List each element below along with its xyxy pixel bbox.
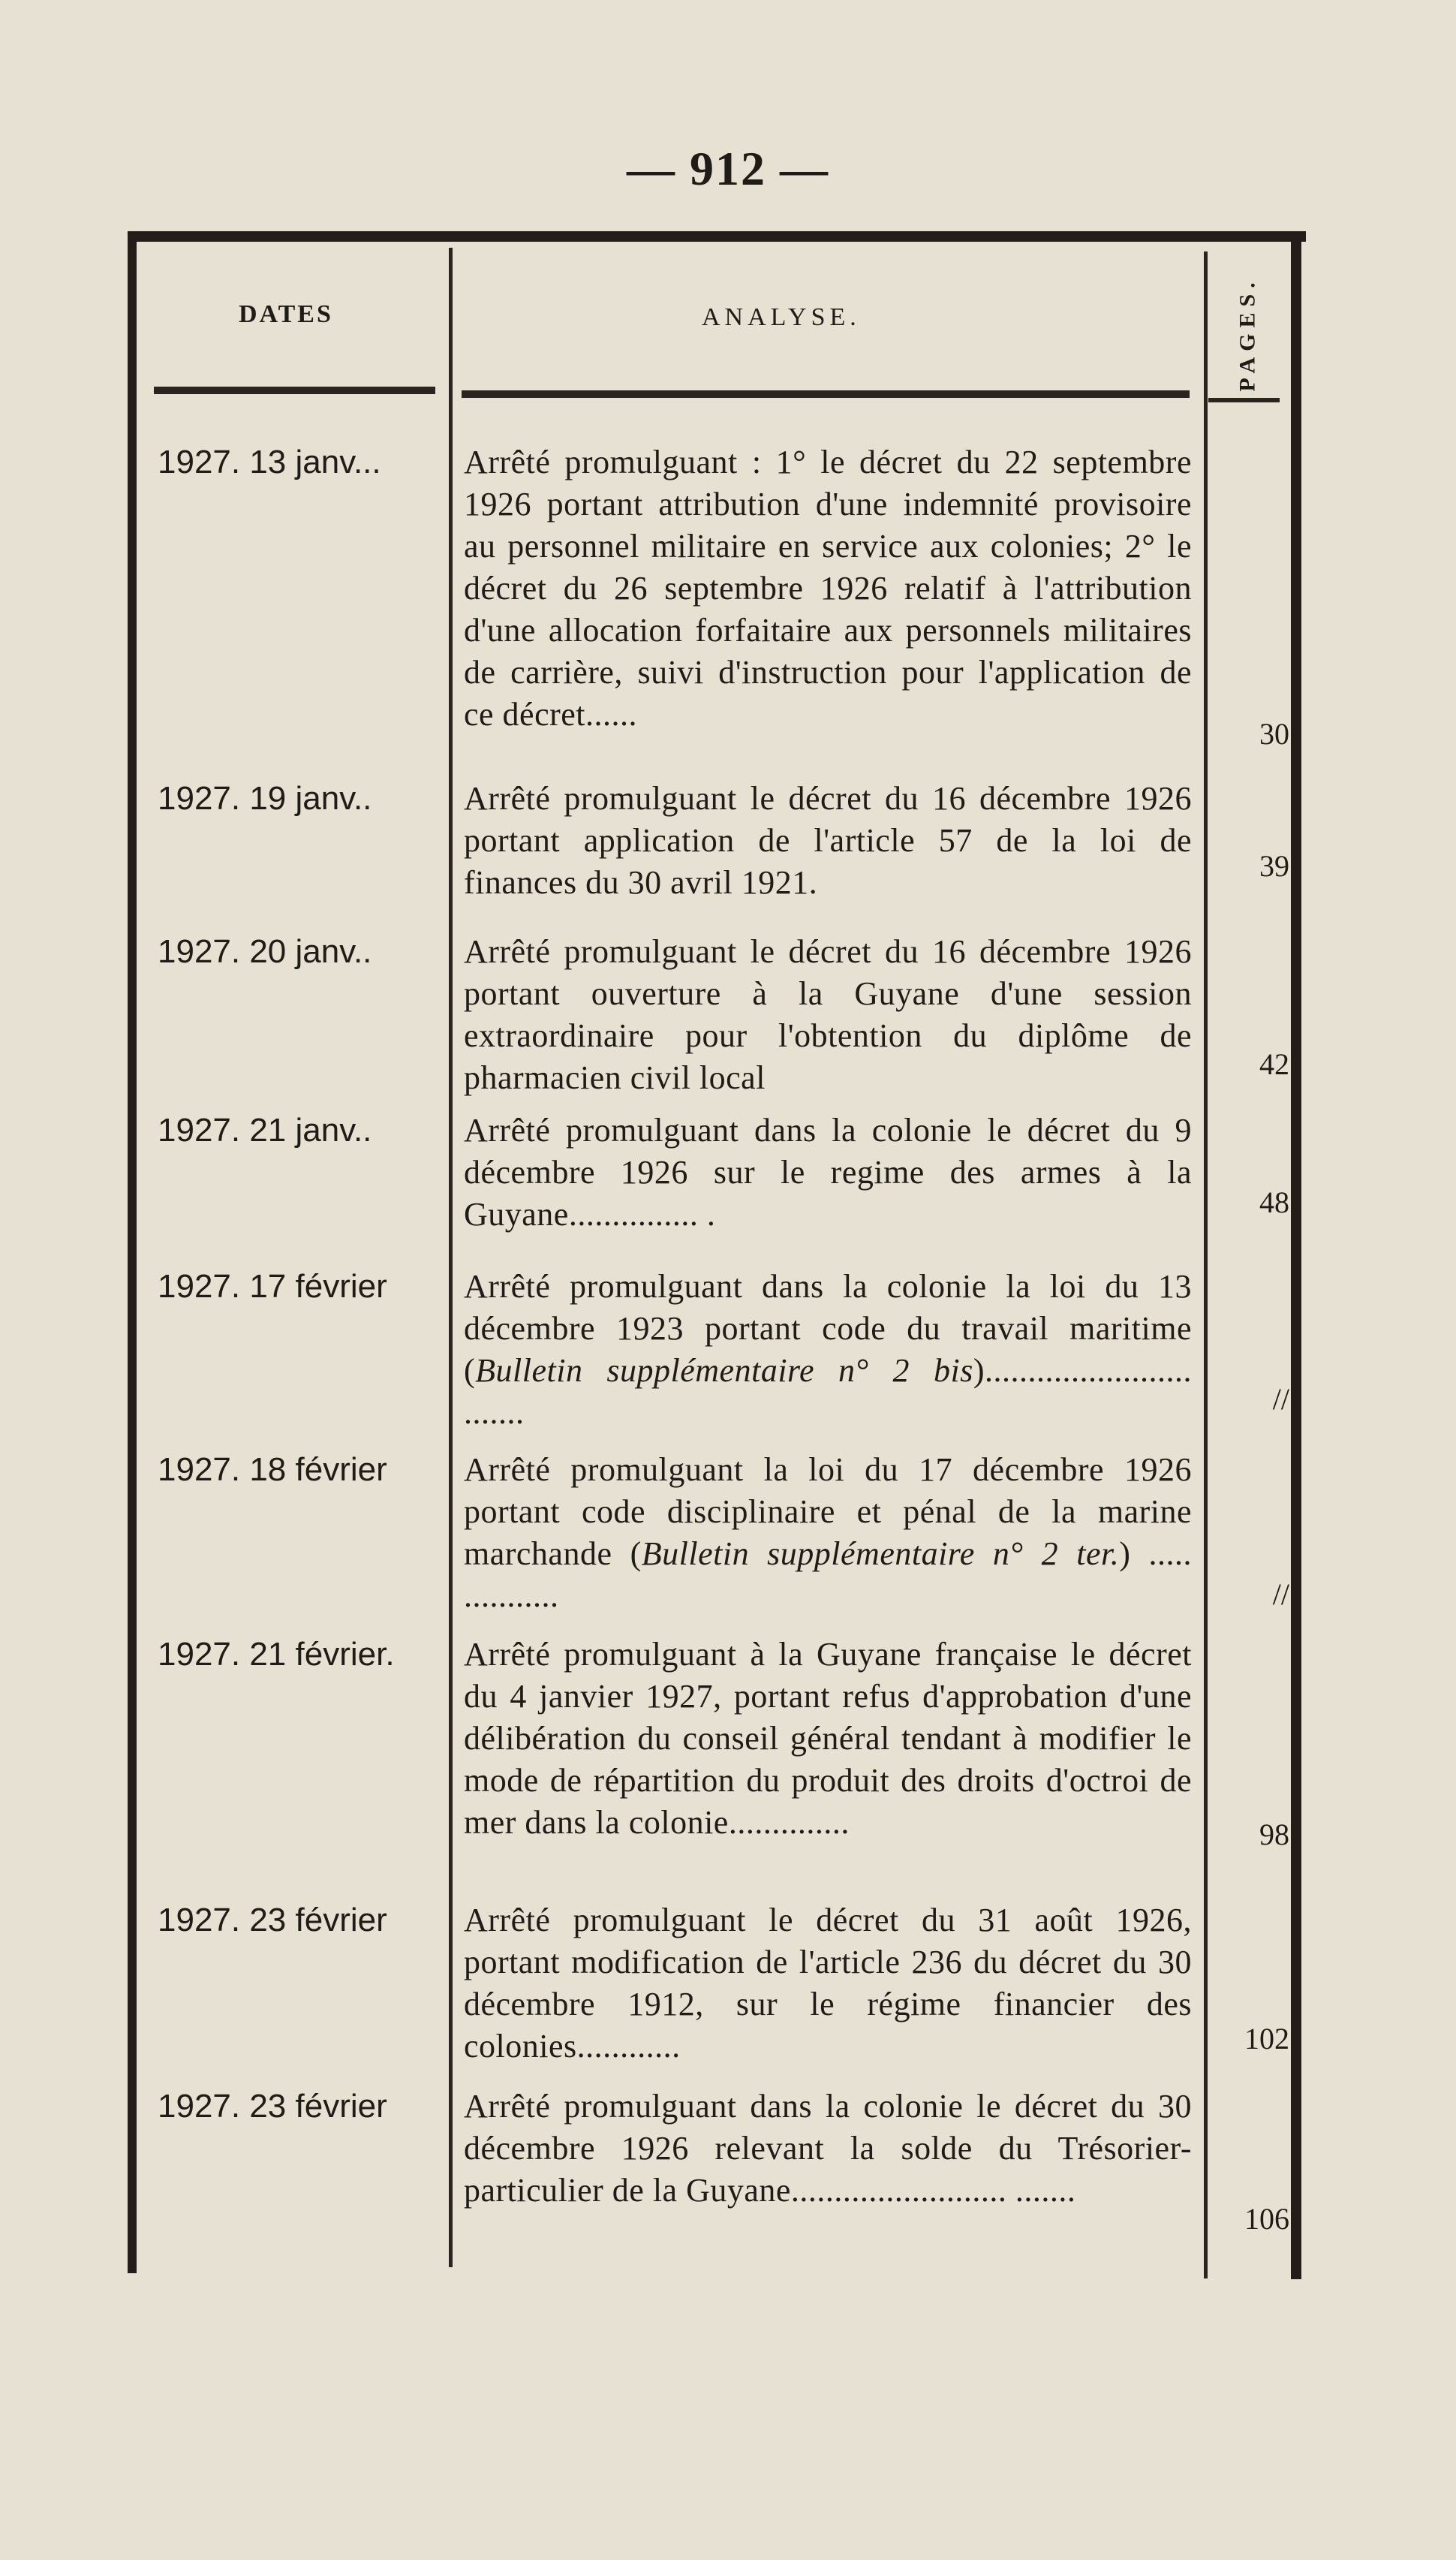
column-divider-pages: [1204, 251, 1208, 2278]
entry-page: 48: [1259, 1185, 1289, 1219]
entry-page: 106: [1244, 2202, 1289, 2236]
header-rule-pages: [1208, 398, 1280, 402]
entry-date: 1927. 17 février: [158, 1268, 387, 1305]
entry-analysis: Arrêté promulguant dans la colonie le décret du 30 décembre 1926 relevant la solde du Trésorier-particulier de la Guyane......................... .......: [464, 2088, 1192, 2209]
entry-analysis: Arrêté promulguant la loi du 17 décembre 1926 portant code disciplinaire et pénal de la marine marchande (Bulletin supplémentaire n° 2 ter.) ..... ...........: [464, 1451, 1192, 1614]
entry-date: 1927. 23 février: [158, 1902, 387, 1938]
entry-page: 30: [1259, 717, 1289, 751]
entry-analysis: Arrêté promulguant le décret du 16 décembre 1926 portant ouverture à la Guyane d'une session extraordinaire pour l'obtention du diplôme de pharmacien civil local: [464, 933, 1192, 1096]
column-divider-dates: [449, 248, 453, 2267]
column-header-analyse: ANALYSE.: [702, 303, 861, 331]
entry-date: 1927. 18 février: [158, 1451, 387, 1488]
entry-page: 102: [1244, 2022, 1289, 2056]
entry-analysis: Arrêté promulguant dans la colonie la loi du 13 décembre 1923 portant code du travail maritime (Bulletin supplémentaire n° 2 bis)........................ .......: [464, 1268, 1192, 1431]
entry-page: 42: [1259, 1047, 1289, 1081]
entry-date: 1927. 21 janv..: [158, 1112, 372, 1149]
table-frame-top: [128, 231, 1306, 242]
header-rule-dates: [154, 387, 435, 394]
entry-page: 98: [1259, 1818, 1289, 1851]
header-rule-analyse: [462, 390, 1190, 398]
entry-date: 1927. 23 février: [158, 2088, 387, 2125]
table-frame-right: [1291, 231, 1301, 2279]
entry-date: 1927. 20 janv..: [158, 933, 372, 970]
entry-analysis: Arrêté promulguant le décret du 16 décembre 1926 portant application de l'article 57 de la loi de finances du 30 avril 1921.: [464, 780, 1192, 901]
page-number: — 912 —: [627, 142, 829, 195]
entry-page: //: [1272, 1577, 1289, 1611]
column-header-dates: DATES: [239, 300, 333, 328]
entry-page: //: [1272, 1382, 1289, 1416]
entry-date: 1927. 13 janv...: [158, 444, 381, 480]
entry-date: 1927. 21 février.: [158, 1636, 395, 1673]
entry-page: 39: [1259, 849, 1289, 883]
entry-analysis: Arrêté promulguant : 1° le décret du 22 septembre 1926 portant attribution d'une indemnité provisoire au personnel militaire en service aux colonies; 2° le décret du 26 septembre 1926 relatif à l'attribution d'une allocation forfaitaire aux personnels militaires de carrière, suivi d'instruction pour l'application de ce décret......: [464, 444, 1192, 733]
table-frame-left: [128, 231, 137, 2273]
entry-date: 1927. 19 janv..: [158, 780, 372, 817]
entry-analysis: Arrêté promulguant à la Guyane française le décret du 4 janvier 1927, portant refus d'approbation d'une délibération du conseil général tendant à modifier le mode de répartition du produit des droits d'octroi de mer dans la colonie..............: [464, 1636, 1192, 1841]
column-header-pages: PAGES.: [1235, 276, 1261, 392]
entry-analysis: Arrêté promulguant dans la colonie le décret du 9 décembre 1926 sur le regime des armes à la Guyane............... .: [464, 1112, 1192, 1233]
entry-analysis: Arrêté promulguant le décret du 31 août 1926, portant modification de l'article 236 du décret du 30 décembre 1912, sur le régime financier des colonies............: [464, 1902, 1192, 2065]
